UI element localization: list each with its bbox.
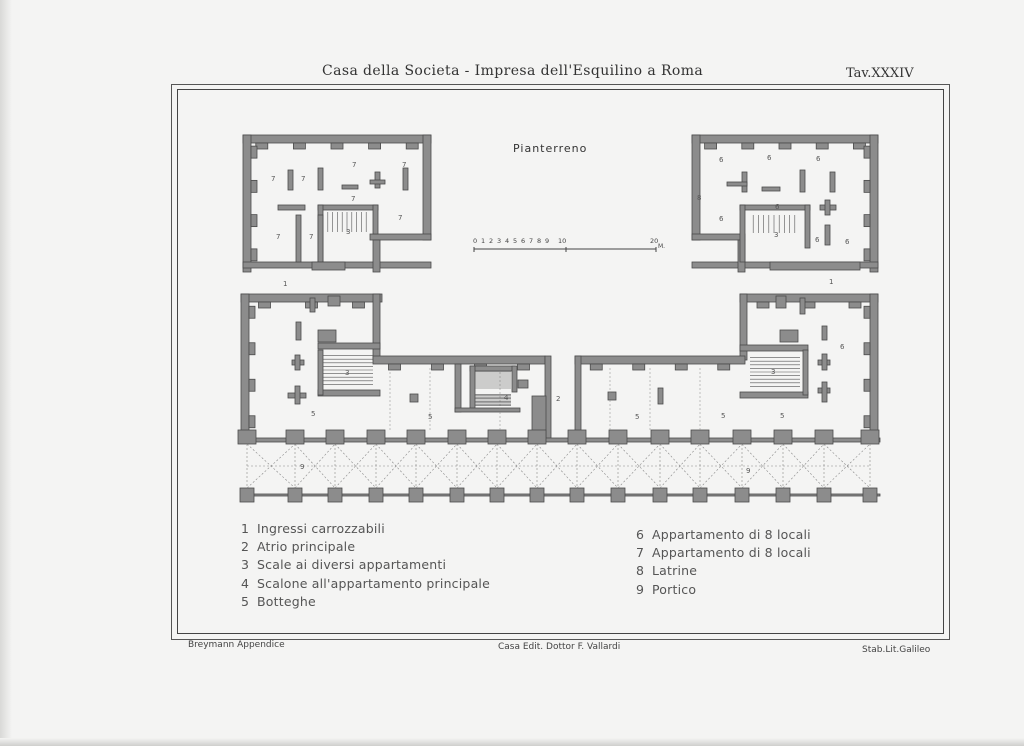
buttress bbox=[757, 302, 769, 308]
pier bbox=[409, 488, 423, 502]
wall-segment bbox=[803, 350, 808, 395]
buttress bbox=[432, 364, 444, 370]
pier bbox=[448, 430, 466, 444]
pier bbox=[286, 430, 304, 444]
buttress bbox=[259, 302, 271, 308]
buttress bbox=[249, 379, 255, 391]
legend-number: 4 bbox=[241, 575, 250, 591]
legend-number: 8 bbox=[636, 563, 645, 579]
wall-segment bbox=[342, 185, 358, 189]
buttress bbox=[742, 143, 754, 149]
room-number-6: 6 bbox=[840, 343, 845, 351]
scale-tick-label: 4 bbox=[505, 237, 510, 245]
room-number-5: 5 bbox=[311, 410, 316, 418]
wall-segment bbox=[692, 234, 745, 240]
pier bbox=[776, 488, 790, 502]
pier bbox=[611, 488, 625, 502]
plate-number: Tav.XXXIV bbox=[846, 66, 914, 81]
wall-segment bbox=[318, 215, 323, 262]
pier bbox=[490, 488, 504, 502]
wall-segment bbox=[762, 187, 780, 191]
wall-segment bbox=[740, 294, 878, 302]
buttress bbox=[864, 249, 870, 261]
wall-segment bbox=[370, 234, 431, 240]
pier bbox=[691, 430, 709, 444]
buttress bbox=[864, 215, 870, 227]
legend-right bbox=[636, 526, 811, 599]
legend-text: Latrine bbox=[652, 563, 698, 579]
wall-segment bbox=[575, 356, 745, 364]
pier bbox=[653, 488, 667, 502]
buttress bbox=[718, 364, 730, 370]
buttress bbox=[249, 343, 255, 355]
buttress bbox=[249, 416, 255, 428]
wall-segment bbox=[805, 205, 810, 248]
room-number-7: 7 bbox=[402, 161, 407, 169]
plan-walls bbox=[238, 135, 880, 502]
wall-segment bbox=[312, 262, 345, 270]
wall-segment bbox=[800, 170, 805, 192]
wall-segment bbox=[658, 388, 663, 404]
buttress bbox=[251, 180, 257, 192]
buttress bbox=[249, 306, 255, 318]
wall-segment bbox=[870, 294, 878, 440]
buttress bbox=[251, 249, 257, 261]
portico-vaults bbox=[247, 444, 870, 488]
room-number-7: 7 bbox=[301, 175, 306, 183]
room-number-7: 7 bbox=[271, 175, 276, 183]
wall-segment bbox=[822, 326, 827, 340]
room-number-3: 3 bbox=[345, 369, 350, 377]
wall-segment bbox=[575, 356, 581, 440]
wall-segment bbox=[296, 215, 301, 262]
scale-tick-label: 8 bbox=[537, 237, 542, 245]
footer-publisher: Casa Edit. Dottor F. Vallardi bbox=[498, 642, 621, 652]
buttress bbox=[864, 416, 870, 428]
legend-item bbox=[241, 593, 490, 611]
buttress bbox=[816, 143, 828, 149]
room-number-6: 6 bbox=[767, 154, 772, 162]
wall-segment bbox=[740, 205, 745, 262]
pier bbox=[861, 430, 879, 444]
pier bbox=[817, 488, 831, 502]
scale-tick-label: 7 bbox=[529, 237, 534, 245]
wall-segment bbox=[870, 135, 878, 272]
wall-segment bbox=[512, 366, 517, 392]
pier bbox=[733, 430, 751, 444]
scale-bar bbox=[474, 247, 656, 252]
plate-title: Casa della Societa - Impresa dell'Esquilino a Roma bbox=[322, 63, 704, 79]
buttress bbox=[779, 143, 791, 149]
room-number-4: 4 bbox=[504, 394, 509, 402]
pier bbox=[735, 488, 749, 502]
wall-segment bbox=[470, 366, 515, 371]
legend-item bbox=[636, 544, 811, 562]
legend-item bbox=[241, 538, 490, 556]
wall-segment bbox=[318, 330, 336, 342]
wall-segment bbox=[455, 408, 520, 412]
scale-tick-label: 3 bbox=[497, 237, 502, 245]
room-number-9: 9 bbox=[300, 463, 305, 471]
room-number-6: 6 bbox=[816, 155, 821, 163]
pier bbox=[367, 430, 385, 444]
wall-segment bbox=[692, 135, 700, 240]
room-number-6: 6 bbox=[815, 236, 820, 244]
wall-segment bbox=[318, 350, 323, 395]
buttress bbox=[256, 143, 268, 149]
scale-tick-label: 6 bbox=[521, 237, 526, 245]
pier bbox=[651, 430, 669, 444]
pier bbox=[570, 488, 584, 502]
pier bbox=[608, 392, 616, 400]
scale-end-label: 20 bbox=[650, 237, 659, 245]
scale-unit-label: M. bbox=[658, 243, 666, 250]
wall-segment bbox=[241, 294, 249, 440]
legend-number: 9 bbox=[636, 581, 645, 597]
room-number-6: 6 bbox=[845, 238, 850, 246]
legend-text: Ingressi carrozzabili bbox=[257, 521, 385, 536]
buttress bbox=[331, 143, 343, 149]
legend-text: Scale ai diversi appartamenti bbox=[257, 557, 447, 573]
wall-segment bbox=[423, 135, 431, 240]
wall-segment bbox=[692, 135, 878, 143]
wall-segment bbox=[288, 170, 293, 190]
legend-number: 5 bbox=[241, 593, 250, 609]
legend-item bbox=[241, 556, 490, 574]
legend-left bbox=[241, 520, 490, 611]
wall-segment bbox=[318, 205, 378, 210]
wall-segment bbox=[776, 296, 786, 308]
legend-text: Appartamento di 8 locali bbox=[652, 527, 811, 542]
pier bbox=[328, 488, 342, 502]
buttress bbox=[864, 306, 870, 318]
wall-segment bbox=[373, 356, 545, 364]
pier bbox=[815, 430, 833, 444]
legend-text: Atrio principale bbox=[257, 539, 356, 555]
buttress bbox=[633, 364, 645, 370]
wall-segment bbox=[318, 390, 380, 396]
buttress bbox=[864, 180, 870, 192]
legend-item bbox=[636, 562, 811, 580]
wall-segment bbox=[822, 354, 827, 370]
pier bbox=[488, 430, 506, 444]
pier bbox=[410, 394, 418, 402]
room-number-5: 5 bbox=[721, 412, 726, 420]
wall-segment bbox=[243, 135, 431, 143]
scale-tick-label: 5 bbox=[513, 237, 518, 245]
pier bbox=[693, 488, 707, 502]
buttress bbox=[705, 143, 717, 149]
pier bbox=[407, 430, 425, 444]
room-number-8: 8 bbox=[697, 194, 702, 202]
legend-text: Portico bbox=[652, 581, 697, 597]
floor-label: Pianterreno bbox=[513, 142, 588, 155]
buttress bbox=[864, 146, 870, 158]
room-number-9: 9 bbox=[746, 467, 751, 475]
scale-tick-label: 0 bbox=[473, 237, 478, 245]
pier bbox=[238, 430, 256, 444]
scale-tick-label: 1 bbox=[481, 237, 486, 245]
wall-segment bbox=[770, 262, 860, 270]
wall-segment bbox=[243, 135, 251, 272]
pier bbox=[326, 430, 344, 444]
legend-number: 7 bbox=[636, 545, 645, 561]
legend-item bbox=[636, 581, 811, 599]
scale-tick-label: 9 bbox=[545, 237, 550, 245]
wall-segment bbox=[296, 322, 301, 340]
wall-segment bbox=[403, 168, 408, 190]
buttress bbox=[406, 143, 418, 149]
wall-segment bbox=[318, 168, 323, 190]
legend-text: Appartamento di 8 locali bbox=[652, 545, 811, 561]
pier bbox=[568, 430, 586, 444]
buttress bbox=[518, 364, 530, 370]
wall-segment bbox=[328, 296, 340, 306]
buttress bbox=[675, 364, 687, 370]
room-number-7: 7 bbox=[398, 214, 403, 222]
scale-tick-label: 2 bbox=[489, 237, 494, 245]
wall-segment bbox=[740, 345, 808, 351]
room-number-5: 5 bbox=[428, 413, 433, 421]
wall-segment bbox=[310, 298, 315, 312]
buttress bbox=[369, 143, 381, 149]
wall-segment bbox=[727, 182, 747, 186]
wall-segment bbox=[373, 205, 378, 234]
legend-text: Botteghe bbox=[257, 593, 316, 609]
pier bbox=[863, 488, 877, 502]
buttress bbox=[590, 364, 602, 370]
wall-segment bbox=[455, 364, 461, 412]
room-number-5: 5 bbox=[780, 412, 785, 420]
legend-number: 2 bbox=[241, 539, 250, 555]
buttress bbox=[864, 343, 870, 355]
pier bbox=[528, 430, 546, 444]
pier bbox=[369, 488, 383, 502]
buttress bbox=[251, 146, 257, 158]
wall-segment bbox=[373, 240, 380, 272]
wall-segment bbox=[295, 386, 300, 404]
legend-number: 6 bbox=[636, 527, 645, 542]
pier bbox=[450, 488, 464, 502]
wall-segment bbox=[470, 366, 475, 410]
room-number-3: 3 bbox=[774, 231, 779, 239]
room-number-7: 7 bbox=[309, 233, 314, 241]
room-number-1: 1 bbox=[829, 278, 834, 286]
footer-printer: Stab.Lit.Galileo bbox=[862, 645, 931, 655]
room-number-5: 5 bbox=[635, 413, 640, 421]
wall-segment bbox=[825, 200, 830, 215]
wall-segment bbox=[740, 392, 808, 398]
buttress bbox=[389, 364, 401, 370]
legend-text: Scalone all'appartamento principale bbox=[257, 575, 490, 591]
pier bbox=[288, 488, 302, 502]
legend-item bbox=[241, 520, 490, 538]
room-number-7: 7 bbox=[352, 161, 357, 169]
scale-tick-label: 10 bbox=[558, 237, 567, 245]
pier bbox=[240, 488, 254, 502]
room-number-7: 7 bbox=[276, 233, 281, 241]
wall-segment bbox=[295, 355, 300, 370]
wall-segment bbox=[318, 343, 380, 349]
wall-segment bbox=[825, 225, 830, 245]
room-number-3: 3 bbox=[346, 228, 351, 236]
legend-number: 1 bbox=[241, 521, 250, 536]
legend-item bbox=[241, 575, 490, 593]
buttress bbox=[293, 143, 305, 149]
room-number-6: 6 bbox=[719, 156, 724, 164]
buttress bbox=[353, 302, 365, 308]
pier bbox=[609, 430, 627, 444]
legend-item bbox=[636, 526, 811, 544]
room-number-7: 7 bbox=[351, 195, 356, 203]
room-number-6: 6 bbox=[719, 215, 724, 223]
legend-number: 3 bbox=[241, 557, 250, 573]
room-number-2: 2 bbox=[556, 395, 561, 403]
wall-segment bbox=[373, 294, 380, 360]
pier bbox=[530, 488, 544, 502]
wall-segment bbox=[278, 205, 305, 210]
wall-segment bbox=[518, 380, 528, 388]
buttress bbox=[849, 302, 861, 308]
wall-segment bbox=[370, 180, 385, 184]
room-number-6: 6 bbox=[775, 203, 780, 211]
wall-segment bbox=[822, 382, 827, 402]
wall-segment bbox=[780, 330, 798, 342]
wall-segment bbox=[830, 172, 835, 192]
buttress bbox=[864, 379, 870, 391]
pier bbox=[774, 430, 792, 444]
room-number-3: 3 bbox=[771, 368, 776, 376]
room-number-1: 1 bbox=[283, 280, 288, 288]
buttress bbox=[251, 215, 257, 227]
wall-segment bbox=[800, 298, 805, 314]
footer-source: Breymann Appendice bbox=[188, 640, 285, 650]
